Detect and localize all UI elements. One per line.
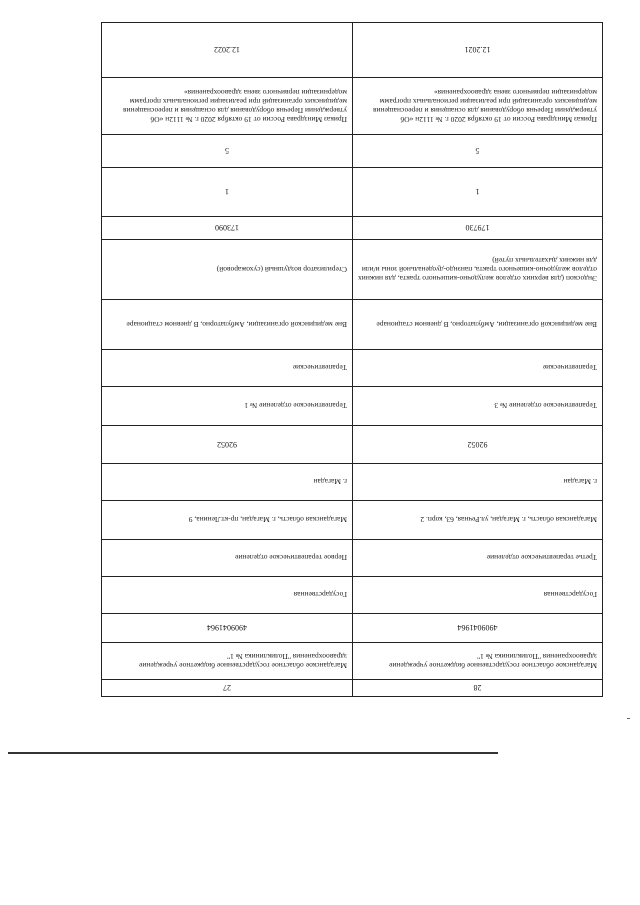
legal-basis-cell: Приказ Минздрава России от 19 октября 2020 г. № 1112н «Об утверждении Перечня оборудования для оснащения и переоснащения медицинских организаций при реализации региональных программ модернизации первичного звена здравоохранения» xyxy=(102,78,353,135)
rotated-table-container xyxy=(102,43,603,697)
table-row xyxy=(102,501,603,540)
footer-rule xyxy=(8,752,498,754)
equipment-name-cell: Стерилизатор воздушный (сухожаровой) xyxy=(102,240,353,300)
equipment-table xyxy=(101,22,603,697)
table-row xyxy=(102,426,603,464)
table-row xyxy=(102,350,603,387)
unit-name-cell: Терапевтическое отделение № 1 xyxy=(102,387,353,426)
organization-name-cell: Магаданское областное государственное бюджетное учреждение здравоохранения "Поликлиника № 1" xyxy=(102,643,353,680)
table-header-row xyxy=(102,680,603,697)
table-row xyxy=(102,387,603,426)
address-cell: Магаданская область, г. Магадан, ул.Речная, 63, корп. 2 xyxy=(353,501,603,540)
table-row xyxy=(102,540,603,577)
inn-cell: 4909041964 xyxy=(102,614,353,643)
service-life-cell: 5 xyxy=(102,135,353,168)
table-row xyxy=(102,240,603,300)
department-cell: Первое терапевтическое отделение xyxy=(102,540,353,577)
table-row xyxy=(102,135,603,168)
care-conditions-cell: Вне медицинской организации, Амбулаторно, В дневном стационаре xyxy=(353,300,603,350)
equipment-code-cell: 179730 xyxy=(353,217,603,240)
equipment-code-cell: 173090 xyxy=(102,217,353,240)
table-row xyxy=(102,577,603,614)
oktmo-code-cell: 92052 xyxy=(353,426,603,464)
unit-name-cell: Терапевтическое отделение № 3 xyxy=(353,387,603,426)
quantity-cell: 1 xyxy=(102,168,353,217)
city-cell: г. Магадан xyxy=(102,464,353,501)
table-row xyxy=(102,78,603,135)
table-row xyxy=(102,643,603,680)
legal-basis-cell: Приказ Минздрава России от 19 октября 2020 г. № 1112н «Об утверждении Перечня оборудования для оснащения и переоснащения медицинских организаций при реализации региональных программ модернизации первичного звена здравоохранения» xyxy=(353,78,603,135)
service-life-cell: 5 xyxy=(353,135,603,168)
column-number-28: 28 xyxy=(353,680,603,697)
scan-mark xyxy=(627,718,630,719)
department-cell: Третье терапевтическое отделение xyxy=(353,540,603,577)
table-row xyxy=(102,300,603,350)
profile-cell: Терапевтические xyxy=(353,350,603,387)
deadline-cell: 12.2022 xyxy=(102,23,353,78)
profile-cell: Терапевтические xyxy=(102,350,353,387)
city-cell: г. Магадан xyxy=(353,464,603,501)
table-row xyxy=(102,168,603,217)
table-row xyxy=(102,23,603,78)
equipment-name-cell: Эндоскоп (для верхних отделов желудочно-кишечного тракта, для нижних отделов желудочно-кишечного тракта, панэндо-дуоденальной зоны и/или для нижних дыхательных путей) xyxy=(353,240,603,300)
table-row xyxy=(102,614,603,643)
care-conditions-cell: Вне медицинской организации, Амбулаторно, В дневном стационаре xyxy=(102,300,353,350)
deadline-cell: 12.2021 xyxy=(353,23,603,78)
oktmo-code-cell: 92052 xyxy=(102,426,353,464)
ownership-form-cell: Государственная xyxy=(102,577,353,614)
column-number-27: 27 xyxy=(102,680,353,697)
inn-cell: 4909041964 xyxy=(353,614,603,643)
ownership-form-cell: Государственная xyxy=(353,577,603,614)
organization-name-cell: Магаданское областное государственное бюджетное учреждение здравоохранения "Поликлиника № 1" xyxy=(353,643,603,680)
quantity-cell: 1 xyxy=(353,168,603,217)
table-row xyxy=(102,217,603,240)
table-row xyxy=(102,464,603,501)
address-cell: Магаданская область, г. Магадан, пр-кт.Ленина, 9 xyxy=(102,501,353,540)
